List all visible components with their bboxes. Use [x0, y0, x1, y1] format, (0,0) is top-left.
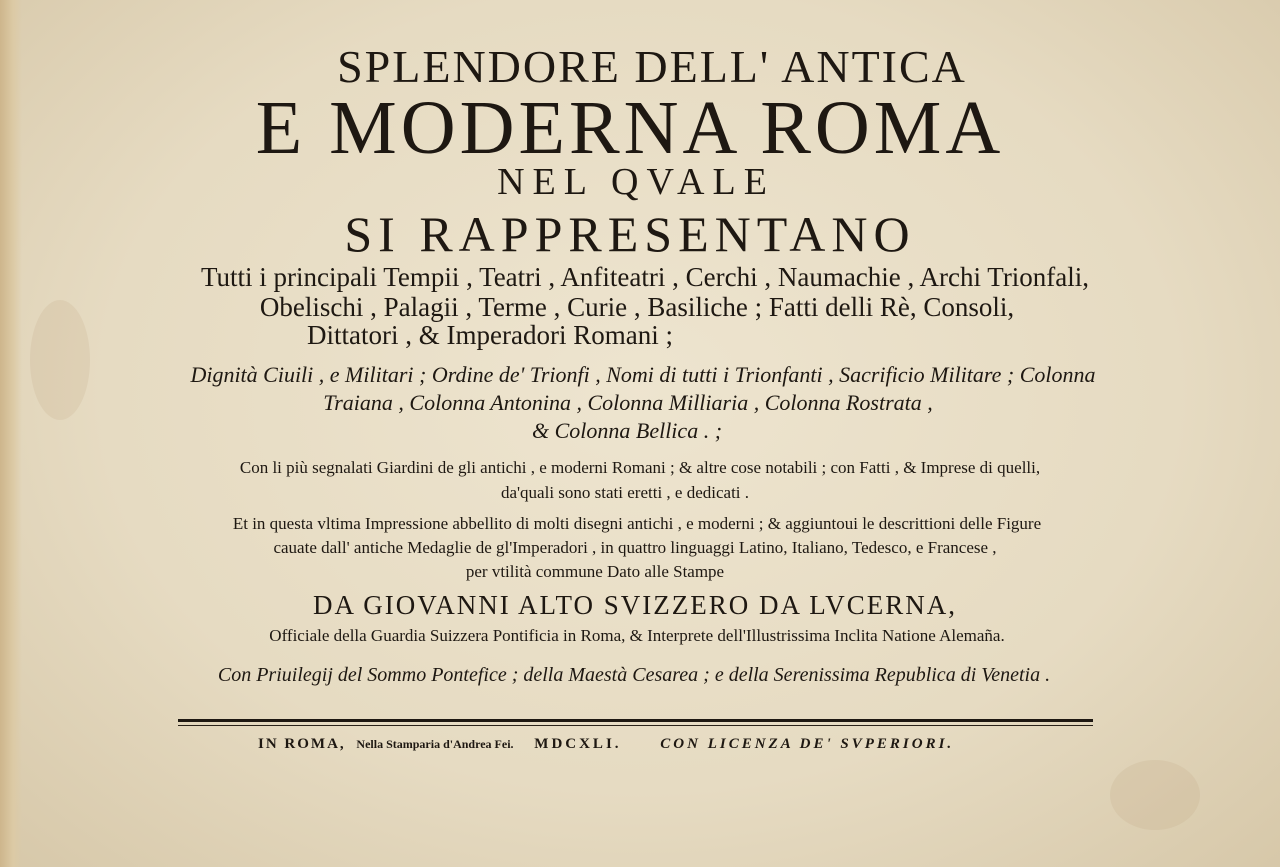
privilegi-line: Con Priuilegij del Sommo Pontefice ; della Maestà Cesarea ; e della Serenissima Republica di Venetia .	[217, 664, 1051, 686]
imprint-rule	[178, 719, 1093, 722]
dignita-line-1: Dignità Ciuili , e Militari ; Ordine de' Trionfi , Nomi di tutti i Trionfanti , Sacrificio Militare ; Colonna	[190, 362, 1096, 387]
author-line: DA GIOVANNI ALTO SVIZZERO DA LVCERNA,	[312, 590, 958, 620]
dignita-line-3: & Colonna Bellica . ;	[531, 418, 723, 443]
paper-stain	[1110, 760, 1200, 830]
official-line: Officiale della Guardia Suizzera Pontificia in Roma, & Interprete dell'Illustrissima Inclita Natione Alemaña.	[269, 626, 1005, 645]
subjects-line-3: Dittatori , & Imperadori Romani ;	[307, 320, 673, 350]
imprint-licence: CON LICENZA DE' SVPERIORI.	[660, 736, 955, 752]
imprint-city: IN ROMA,	[258, 736, 346, 752]
title-line-1: SPLENDORE DELL' ANTICA	[337, 41, 967, 92]
imprint-rule-thin	[178, 725, 1093, 726]
impressione-line-2: cauate dall' antiche Medaglie de gl'Imperadori , in quattro linguaggi Latino, Italiano, Tedesco, e Francese ,	[273, 538, 997, 557]
dignita-line-2: Traiana , Colonna Antonina , Colonna Milliaria , Colonna Rostrata ,	[323, 390, 933, 415]
imprint-year: MDCXLI.	[534, 736, 622, 752]
imprint-printer: Nella Stamparia d'Andrea Fei.	[356, 737, 514, 751]
imprint	[258, 736, 960, 753]
giardini-line-2: da'quali sono stati eretti , e dedicati .	[500, 483, 750, 502]
impressione-line-3: per vtilità commune Dato alle Stampe	[465, 562, 725, 581]
title-line-4: SI RAPPRESENTANO	[344, 206, 916, 262]
giardini-line-1: Con li più segnalati Giardini de gli antichi , e moderni Romani ; & altre cose notabili ; con Fatti , & Imprese di quelli,	[239, 458, 1041, 477]
title-line-3: NEL QVALE	[497, 161, 775, 203]
subjects-line-2: Obelischi , Palagii , Terme , Curie , Basiliche ; Fatti delli Rè, Consoli,	[259, 292, 1015, 322]
title-line-2: E MODERNA ROMA	[255, 86, 1005, 170]
subjects-line-1: Tutti i principali Tempii , Teatri , Anfiteatri , Cerchi , Naumachie , Archi Trionfali,	[200, 262, 1090, 292]
impressione-line-1: Et in questa vltima Impressione abbellito di molti disegni antichi , e moderni ; & aggiuntoui le descrittioni delle Figure	[232, 514, 1042, 533]
